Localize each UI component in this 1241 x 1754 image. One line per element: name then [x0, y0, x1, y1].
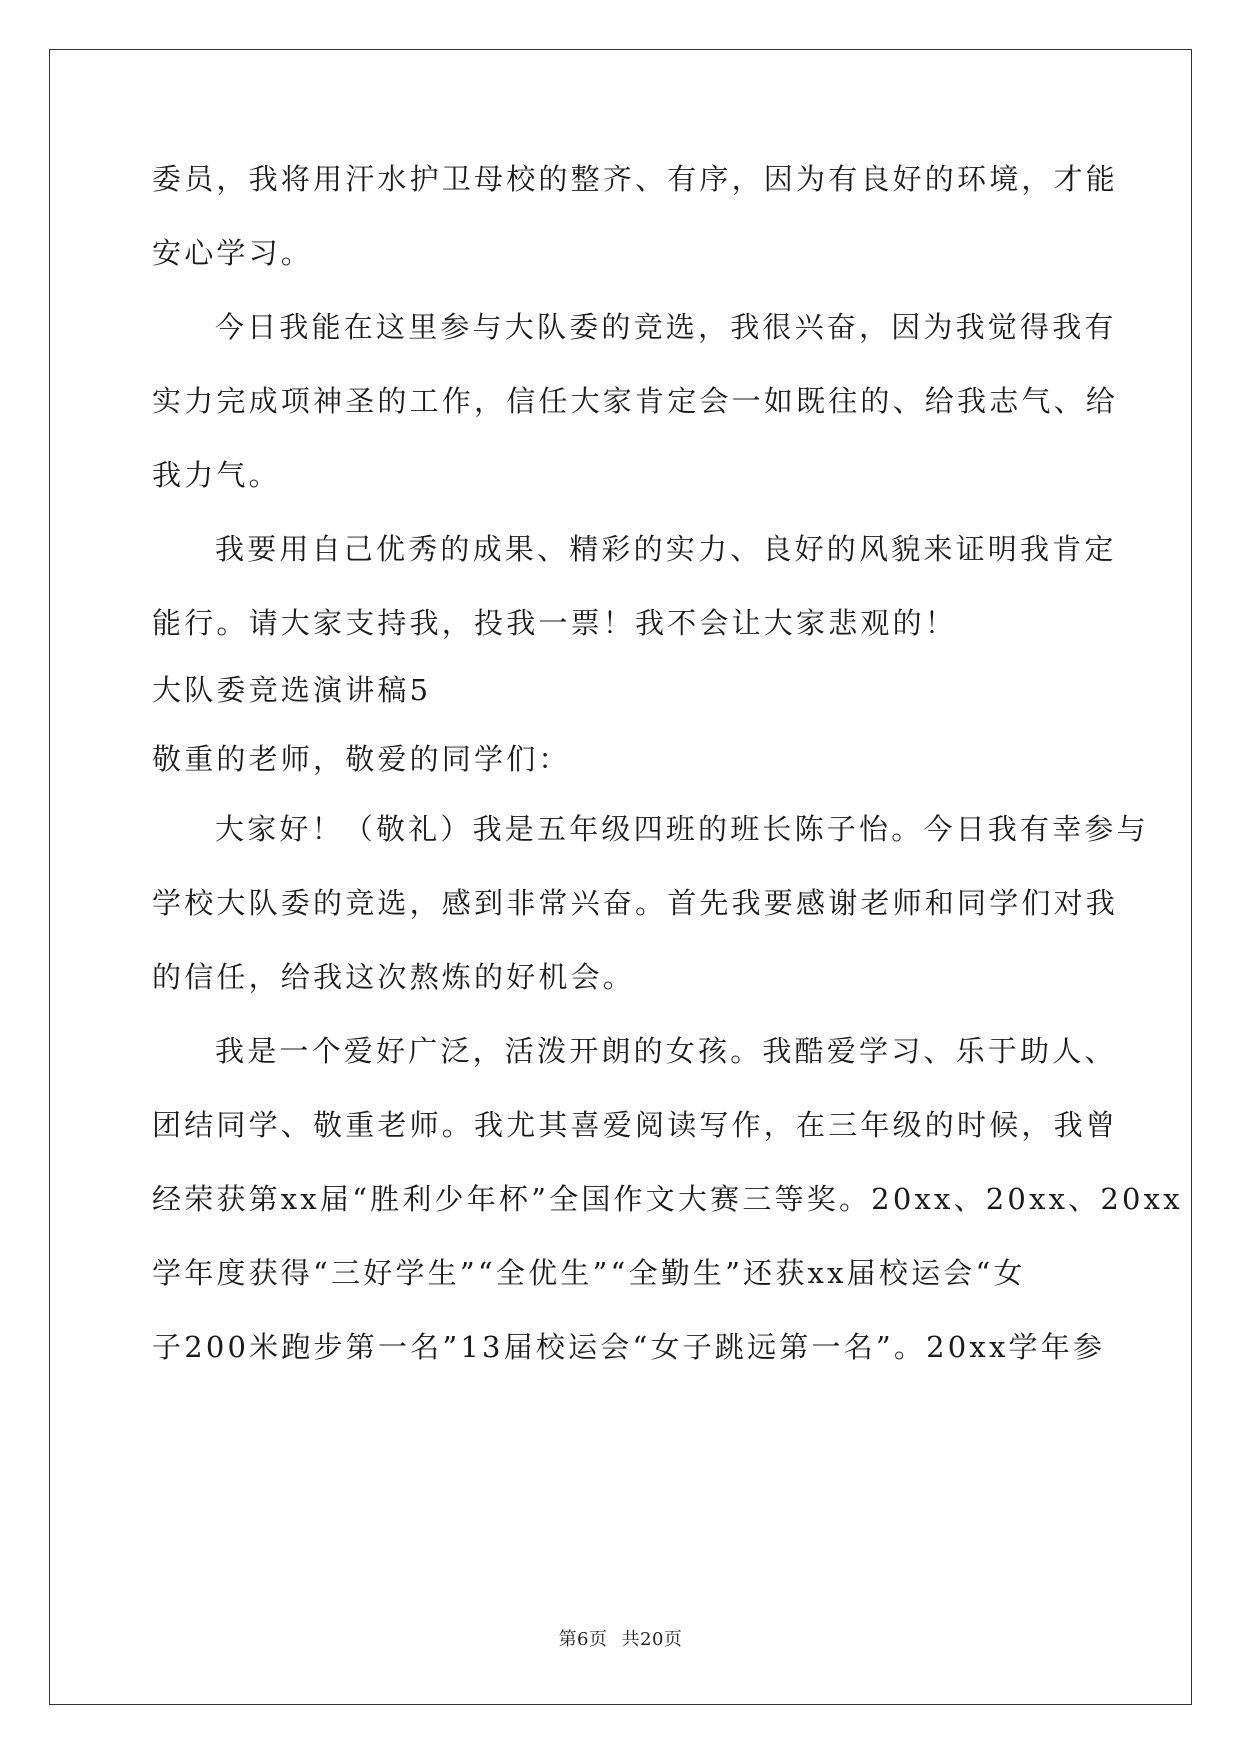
section-heading: 大队委竞选演讲稿5 [152, 673, 432, 707]
text-line: 团结同学、敬重老师。我尤其喜爱阅读写作，在三年级的时候，我曾 [152, 1108, 1119, 1142]
text-line: 的信任，给我这次熬炼的好机会。 [152, 960, 636, 994]
paragraph-start-line: 我是一个爱好广泛，活泼开朗的女孩。我酷爱学习、乐于助人、 [215, 1034, 1117, 1068]
text-line: 经荣获第xx届“胜利少年杯”全国作文大赛三等奖。20xx、20xx、20xx [152, 1182, 1183, 1216]
text-line: 安心学习。 [152, 236, 314, 270]
text-line: 委员，我将用汗水护卫母校的整齐、有序，因为有良好的环境，才能 [152, 162, 1119, 196]
salutation-line: 敬重的老师，敬爱的同学们： [152, 742, 571, 776]
text-line: 学年度获得“三好学生”“全优生”“全勤生”还获xx届校运会“女 [152, 1256, 1026, 1290]
paragraph-start-line: 我要用自己优秀的成果、精彩的实力、良好的风貌来证明我肯定 [215, 532, 1117, 566]
page-border [49, 49, 1192, 1705]
text-line: 我力气。 [152, 458, 281, 492]
text-line: 学校大队委的竞选，感到非常兴奋。首先我要感谢老师和同学们对我 [152, 886, 1119, 920]
paragraph-start-line: 今日我能在这里参与大队委的竞选，我很兴奋，因为我觉得我有 [215, 310, 1117, 344]
paragraph-start-line: 大家好！（敬礼）我是五年级四班的班长陈子怡。今日我有幸参与 [215, 812, 1149, 846]
text-line: 实力完成项神圣的工作，信任大家肯定会一如既往的、给我志气、给 [152, 384, 1119, 418]
page-footer [0, 1625, 1241, 1651]
text-line: 子200米跑步第一名”13届校运会“女子跳远第一名”。20xx学年参 [152, 1330, 1106, 1364]
page-number: 第6页 [558, 1629, 608, 1650]
text-line: 能行。请大家支持我，投我一票！我不会让大家悲观的！ [152, 606, 958, 640]
page-total: 共20页 [621, 1629, 683, 1650]
